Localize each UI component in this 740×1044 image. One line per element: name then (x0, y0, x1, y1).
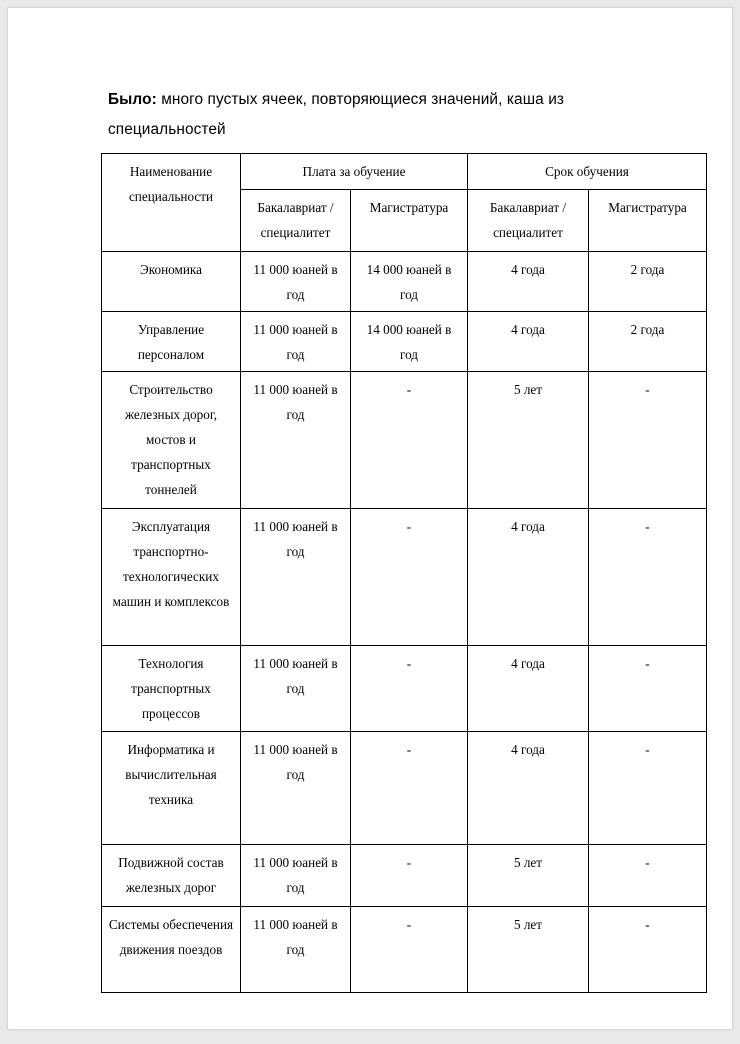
cell-term-bachelor: 5 лет (468, 907, 589, 993)
table-row (102, 372, 707, 509)
specialties-table (101, 153, 707, 993)
cell-term-master: 2 года (589, 312, 707, 372)
table-row (102, 252, 707, 312)
cell-fee-bachelor: 11 000 юаней в год (241, 372, 351, 509)
cell-term-bachelor: 5 лет (468, 845, 589, 907)
cell-term-bachelor: 4 года (468, 252, 589, 312)
document-page (7, 7, 733, 1030)
cell-term-bachelor: 5 лет (468, 372, 589, 509)
cell-term-bachelor: 4 года (468, 509, 589, 646)
specialties-table-container (101, 153, 706, 993)
cell-term-bachelor: 4 года (468, 312, 589, 372)
cell-fee-bachelor: 11 000 юаней в год (241, 732, 351, 845)
cell-term-master: - (589, 646, 707, 732)
cell-specialty-name: Информатика и вычислительная техника (102, 732, 241, 845)
header-fee-bachelor: Бакалавриат / специалитет (241, 190, 351, 252)
table-head (102, 154, 707, 252)
cell-fee-bachelor: 11 000 юаней в год (241, 509, 351, 646)
header-group-tuition-fee: Плата за обучение (241, 154, 468, 190)
cell-specialty-name: Технология транспортных процессов (102, 646, 241, 732)
cell-fee-master: - (351, 845, 468, 907)
cell-fee-bachelor: 11 000 юаней в год (241, 252, 351, 312)
table-row (102, 732, 707, 845)
header-fee-master: Магистратура (351, 190, 468, 252)
cell-fee-master: 14 000 юаней в год (351, 252, 468, 312)
cell-term-master: 2 года (589, 252, 707, 312)
cell-term-bachelor: 4 года (468, 732, 589, 845)
cell-specialty-name: Управление персоналом (102, 312, 241, 372)
table-header-row-groups (102, 154, 707, 190)
cell-specialty-name: Подвижной состав железных дорог (102, 845, 241, 907)
cell-fee-master: - (351, 372, 468, 509)
page-heading (108, 85, 668, 145)
cell-specialty-name: Эксплуатация транспортно-технологических машин и комплексов (102, 509, 241, 646)
cell-term-master: - (589, 907, 707, 993)
cell-specialty-name: Строительство железных дорог, мостов и транспортных тоннелей (102, 372, 241, 509)
heading-rest: много пустых ячеек, повторяющиеся значений, каша из специальностей (108, 91, 565, 139)
table-body (102, 252, 707, 993)
heading-lead: Было: (108, 91, 157, 109)
table-row (102, 312, 707, 372)
cell-term-master: - (589, 845, 707, 907)
cell-term-master: - (589, 732, 707, 845)
cell-fee-master: - (351, 732, 468, 845)
table-row (102, 907, 707, 993)
cell-fee-bachelor: 11 000 юаней в год (241, 646, 351, 732)
cell-specialty-name: Системы обеспечения движения поездов (102, 907, 241, 993)
header-group-study-term: Срок обучения (468, 154, 707, 190)
header-term-master: Магистратура (589, 190, 707, 252)
table-row (102, 646, 707, 732)
cell-fee-master: - (351, 646, 468, 732)
header-specialty-name: Наименование специальности (102, 154, 241, 252)
cell-fee-bachelor: 11 000 юаней в год (241, 907, 351, 993)
header-term-bachelor: Бакалавриат / специалитет (468, 190, 589, 252)
cell-term-bachelor: 4 года (468, 646, 589, 732)
cell-fee-master: 14 000 юаней в год (351, 312, 468, 372)
table-row (102, 509, 707, 646)
cell-fee-bachelor: 11 000 юаней в год (241, 845, 351, 907)
cell-fee-master: - (351, 509, 468, 646)
cell-term-master: - (589, 372, 707, 509)
cell-term-master: - (589, 509, 707, 646)
table-row (102, 845, 707, 907)
cell-fee-bachelor: 11 000 юаней в год (241, 312, 351, 372)
cell-fee-master: - (351, 907, 468, 993)
cell-specialty-name: Экономика (102, 252, 241, 312)
